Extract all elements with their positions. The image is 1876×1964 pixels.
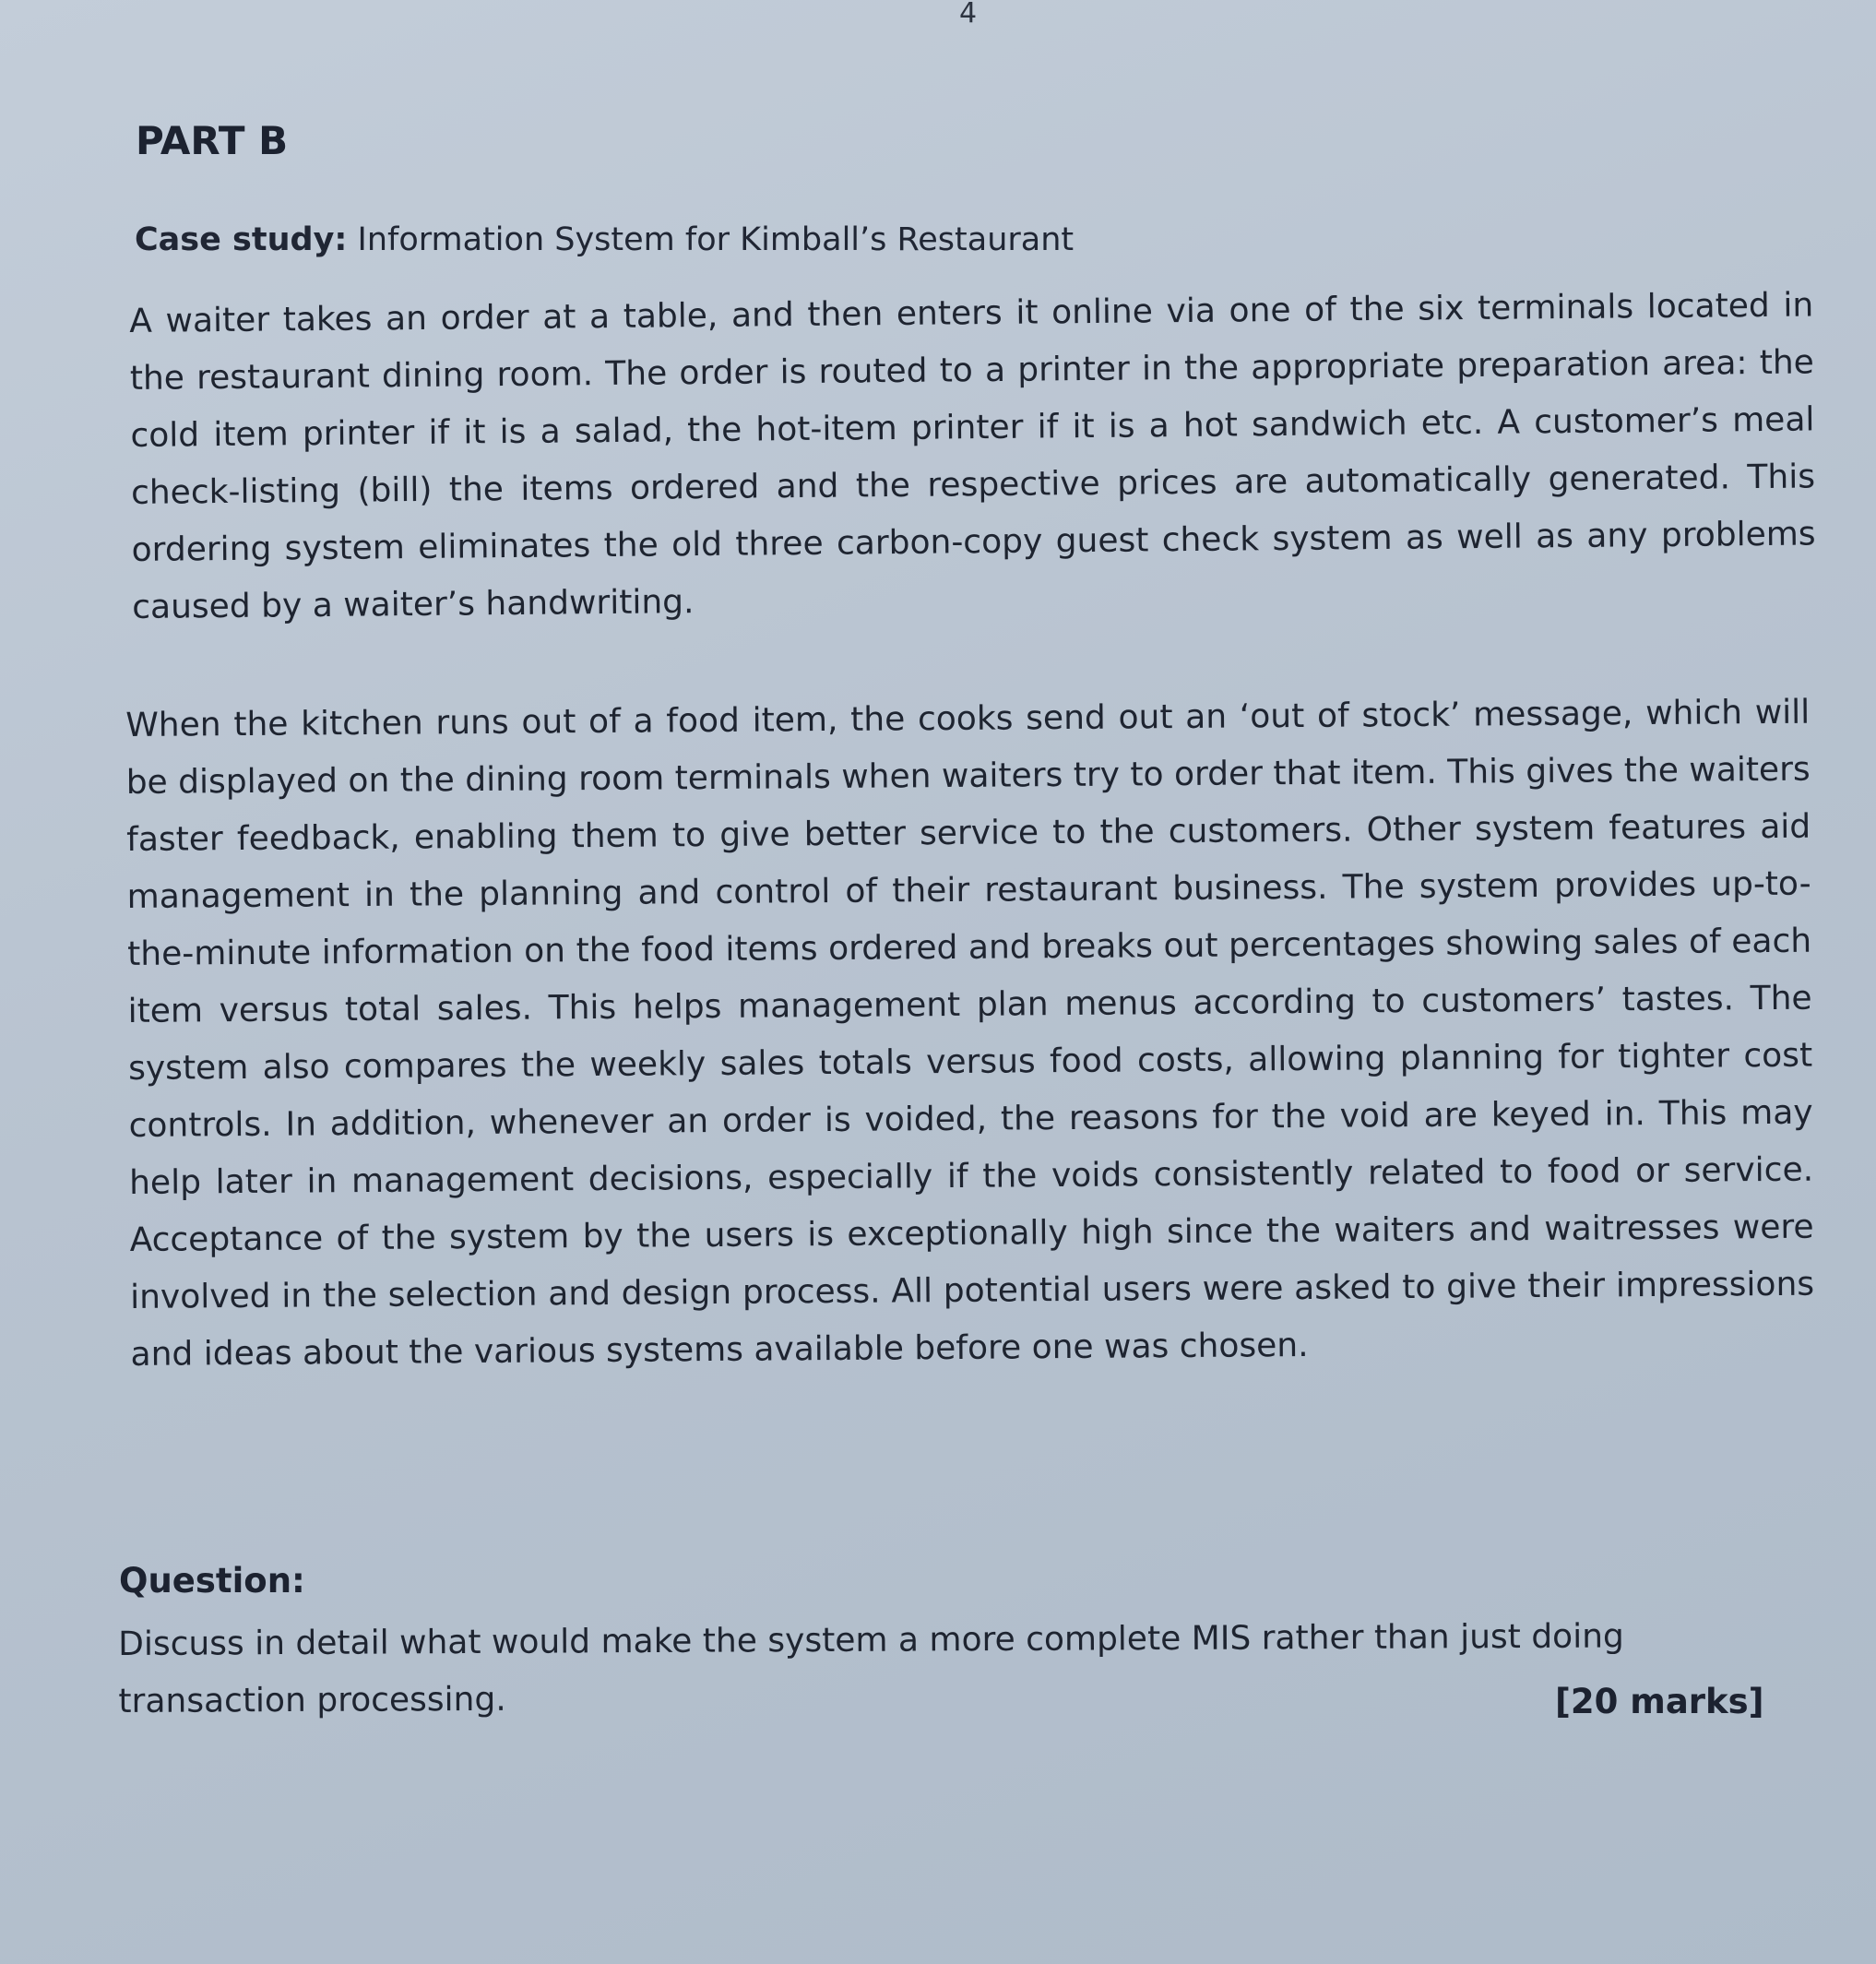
case-paragraph-1: A waiter takes an order at a table, and then enters it online via one of the six terminals located in the restaurant dining room. The order is routed to a printer in the appropriate preparation area: the cold item printer if it is a salad, the hot-item printer if it is a hot sandwich etc. A customer’s meal check-listing (bill) the items ordered and the respective prices are automatically generated. This ordering system eliminates the old three carbon-copy guest check system as well as any problems caused by a waiter’s handwriting. <box>129 286 1816 626</box>
page-number: 4 <box>959 0 978 30</box>
case-study-label: Case study: <box>135 221 348 258</box>
question-text: Discuss in detail what would make the system a more complete MIS rather than just doing transaction processing. <box>118 1617 1624 1720</box>
question-marks: [20 marks] <box>1555 1682 1764 1721</box>
case-paragraph-2: When the kitchen runs out of a food item, the cooks send out an ‘out of stock’ message, which will be displayed on the dining room terminals when waiters try to order that item. This gives the waiters faster feedback, enabling them to give better service to the customers. Other system features aid management in the planning and control of their restaurant business. The system provides up-to-the-minute information on the food items ordered and breaks out percentages showing sales of each item versus total sales. This helps management plan menus according to customers’ tastes. The system also compares the weekly sales totals versus food costs, allowing planning for tighter cost controls. In addition, whenever an order is voided, the reasons for the void are keyed in. This may help later in management decisions, especially if the voids consistently related to food or service. Acceptance of the system by the users is exceptionally high since the waiters and waitresses were involved in the selection and design process. All potential users were asked to give their impressions and ideas about the various systems available before one was chosen. <box>125 693 1815 1374</box>
case-study-line <box>135 221 1074 258</box>
case-study-title: Information System for Kimball’s Restaurant <box>347 221 1075 258</box>
part-heading: PART B <box>136 118 289 163</box>
question-heading: Question: <box>119 1561 305 1601</box>
